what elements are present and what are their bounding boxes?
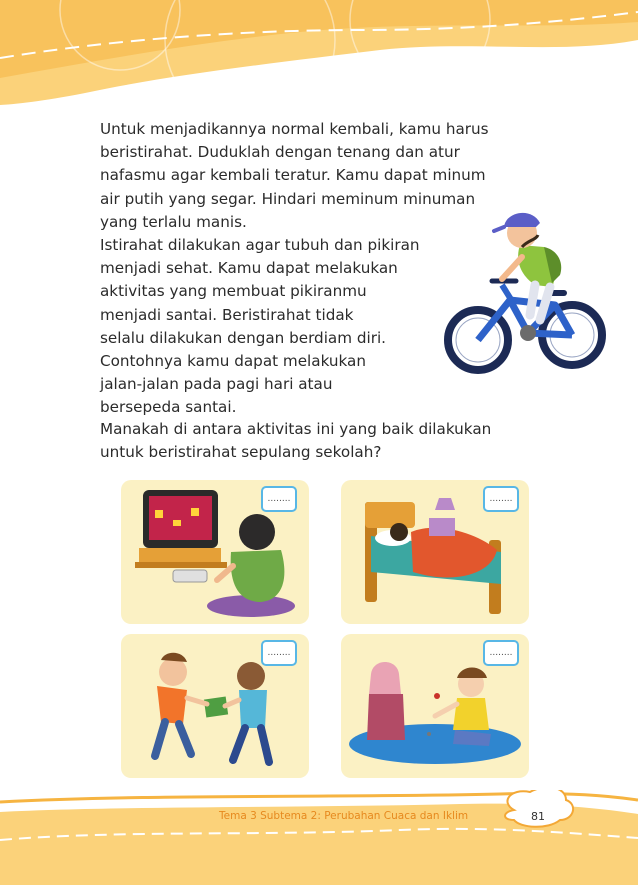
- text-line: Istirahat dilakukan agar tubuh dan pikiran: [100, 236, 420, 254]
- text-line: Contohnya kamu dapat melakukan: [100, 352, 366, 371]
- paragraph-purpose: [100, 234, 420, 420]
- activity-card-sleeping: [341, 480, 529, 624]
- footer-decoration: [0, 790, 638, 885]
- answer-box[interactable]: ........: [261, 640, 297, 666]
- text-line: air putih yang segar. Hindari meminum minuman: [100, 189, 476, 208]
- text-line: jalan-jalan pada pagi hari atau: [100, 375, 333, 394]
- text-line: Untuk menjadikannya normal kembali, kamu harus: [100, 120, 489, 138]
- text-line: bersepeda santai.: [100, 398, 237, 417]
- page-number: 81: [531, 810, 545, 823]
- activity-card-video-game: [121, 480, 309, 624]
- text-line: Manakah di antara aktivitas ini yang baik dilakukan: [100, 420, 492, 438]
- text-line: aktivitas yang membuat pikiranmu: [100, 282, 367, 301]
- text-line: beristirahat. Duduklah dengan tenang dan atur: [100, 143, 460, 162]
- answer-box[interactable]: ........: [261, 486, 297, 512]
- text-line: menjadi santai. Beristirahat tidak: [100, 305, 354, 324]
- activity-card-fighting: [121, 634, 309, 778]
- text-line: untuk beristirahat sepulang sekolah?: [100, 443, 382, 462]
- text-line: selalu dilakukan dengan berdiam diri.: [100, 328, 386, 347]
- cyclist-illustration: [440, 205, 610, 375]
- header-decoration: [0, 0, 638, 105]
- paragraph-question: [100, 418, 491, 464]
- answer-box[interactable]: ........: [483, 640, 519, 666]
- paragraph-rest: [100, 118, 489, 234]
- text-line: yang terlalu manis.: [100, 212, 247, 231]
- text-line: menjadi sehat. Kamu dapat melakukan: [100, 259, 398, 278]
- activity-card-playing: [341, 634, 529, 778]
- answer-box[interactable]: ........: [483, 486, 519, 512]
- footer-subtitle: Tema 3 Subtema 2: Perubahan Cuaca dan Iklim: [219, 810, 469, 822]
- text-line: nafasmu agar kembali teratur. Kamu dapat minum: [100, 166, 486, 185]
